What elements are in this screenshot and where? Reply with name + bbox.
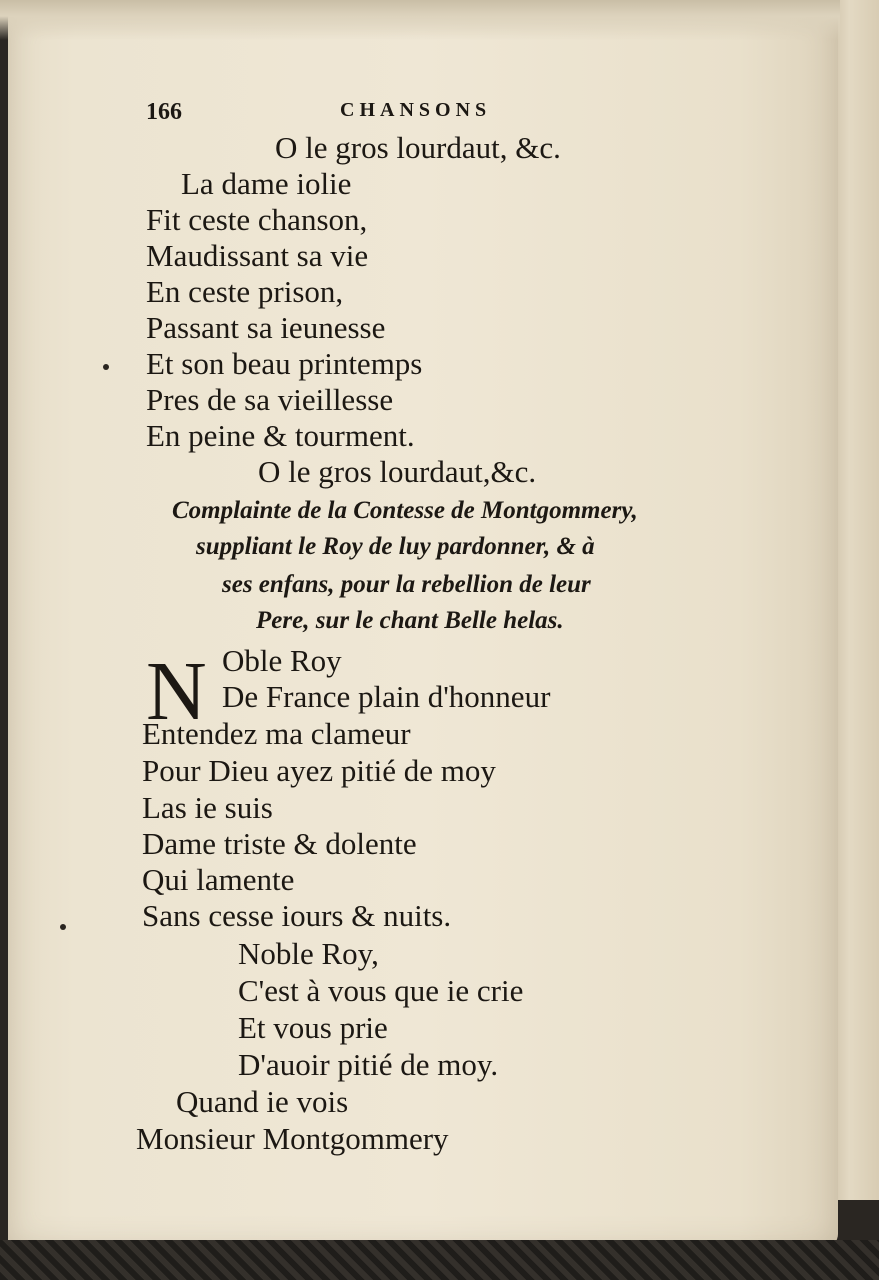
verse-line: De France plain d'honneur: [222, 679, 551, 714]
verse-line: En ceste prison,: [146, 274, 344, 309]
ink-speck: [103, 364, 109, 370]
ink-speck: [60, 924, 66, 930]
song-title-line: Pere, sur le chant Belle helas.: [256, 607, 564, 634]
song-title-line: ses enfans, pour la rebellion de leur: [222, 571, 591, 598]
verse-line: Oble Roy: [222, 643, 342, 678]
verse-line: C'est à vous que ie crie: [238, 973, 524, 1008]
refrain-line: O le gros lourdaut,&c.: [258, 454, 537, 489]
verse-line: Entendez ma clameur: [142, 716, 411, 751]
verse-line: Qui lamente: [142, 862, 295, 897]
verse-line: En peine & tourment.: [146, 418, 415, 453]
verse-line: Pres de sa vieillesse: [146, 382, 394, 417]
verse-line: Dame triste & dolente: [142, 826, 417, 861]
page-number: 166: [146, 99, 182, 125]
running-title: CHANSONS: [340, 99, 492, 121]
verse-line: Passant sa ieunesse: [146, 310, 386, 345]
verse-line: Et son beau printemps: [146, 346, 423, 381]
refrain-line: O le gros lourdaut, &c.: [275, 130, 561, 165]
verse-line: Noble Roy,: [238, 936, 379, 971]
verse-line: Sans cesse iours & nuits.: [142, 898, 452, 933]
verse-line: Quand ie vois: [176, 1084, 349, 1119]
verse-line: Pour Dieu ayez pitié de moy: [142, 753, 496, 788]
verse-line: La dame iolie: [181, 166, 352, 201]
song-title-line: suppliant le Roy de luy pardonner, & à: [196, 533, 595, 560]
song-title-line: Complainte de la Contesse de Montgommery,: [172, 497, 638, 524]
verse-line: Monsieur Montgommery: [136, 1121, 449, 1156]
verse-line: Maudissant sa vie: [146, 238, 369, 273]
verse-line: Las ie suis: [142, 790, 273, 825]
drop-capital: N: [146, 645, 207, 738]
verse-line: Et vous prie: [238, 1010, 388, 1045]
verse-line: D'auoir pitié de moy.: [238, 1047, 499, 1082]
verse-line: Fit ceste chanson,: [146, 202, 368, 237]
